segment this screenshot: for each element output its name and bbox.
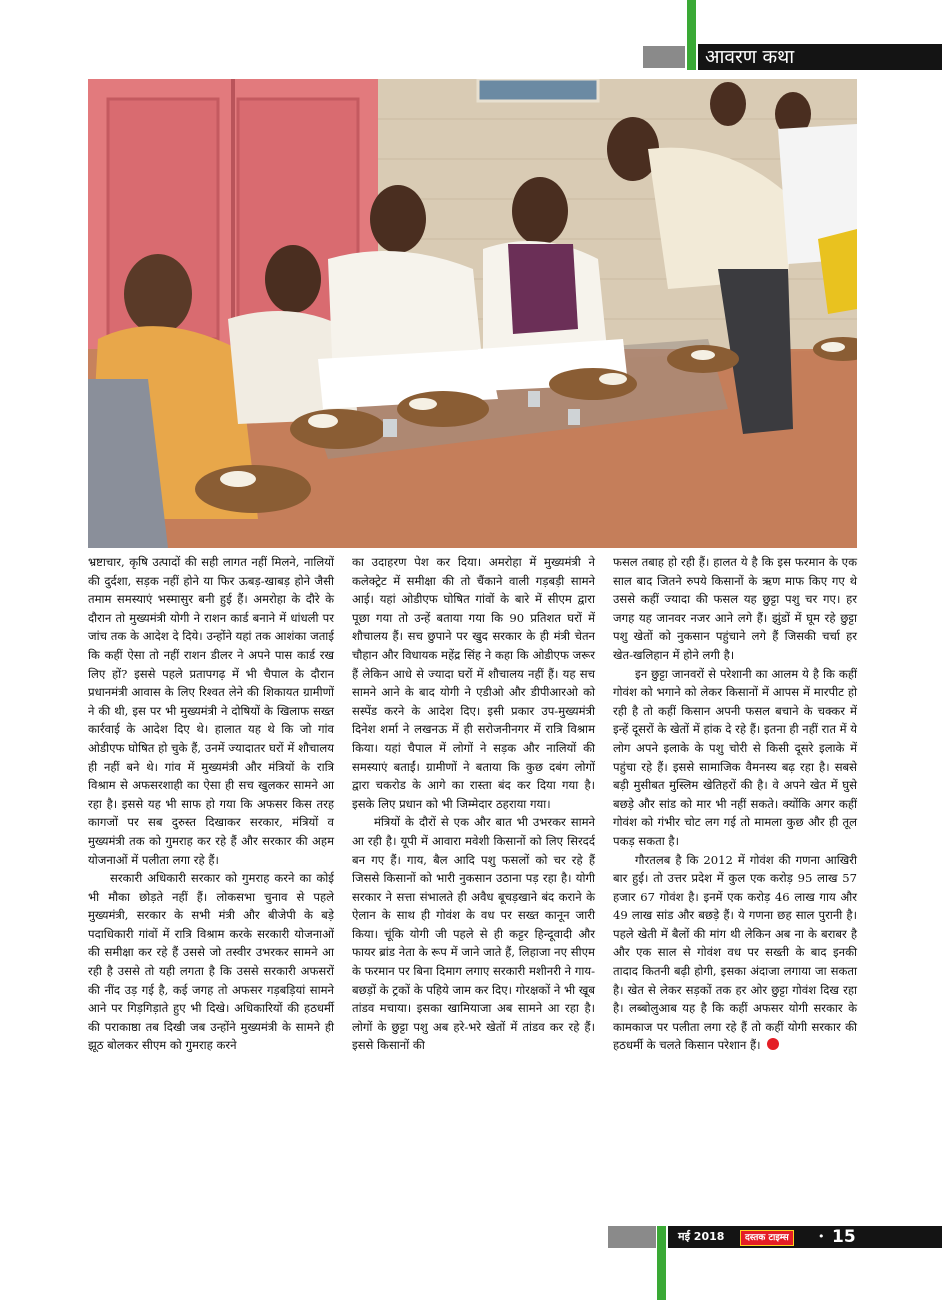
paragraph: सरकारी अधिकारी सरकार को गुमराह करने का कोई भी मौका छोड़ते नहीं हैं। लोकसभा चुनाव से पहले मुख्यमंत्री, सरकार के सभी मंत्री और बीजेपी के बड़े पदाधिकारी गांवों में रात्रि विश्राम करके सरकारी योजनाओं की समीक्षा कर रहे हैं उससे जो तस्वीर उभरकर सामने आ रही है उससे तो यही लगता है कि उससे सरकारी अफसरों की नींद उड़ गई है, कई जगह तो अफसर गड़बड़ियां सामने आने पर गिड़गिड़ाते हुए भी दिखे। अधिकारियों की हठधर्मी की पराकाष्ठा तब दिखी जब उन्होंने मुख्यमंत्री के सामने ही झूठ बोलकर सीएम को गुमराह करने bbox=[88, 871, 334, 1053]
magazine-logo: दस्तक टाइम्स bbox=[740, 1230, 794, 1246]
footer-green-bar bbox=[657, 1226, 666, 1300]
paragraph: मंत्रियों के दौरों से एक और बात भी उभरकर सामने आ रही है। यूपी में आवारा मवेशी किसानों को लिए सिरदर्द बन गए हैं। गाय, बैल आदि पशु फसलों को चर रहे हैं जिससे किसानों को भारी नुकसान उठाना पड़ रहा है। योगी सरकार ने सत्ता संभालते ही अवैध बूचड़खाने बंद कराने के ऐलान के साथ ही गोवंश के वध पर सख्त कानून जारी किया। चूंकि योगी जी पहले से ही कट्टर हिन्दूवादी और फायर ब्रांड नेता के रूप में जाने जाते हैं, लिहाजा नए सीएम के फरमान पर बिना दिमाग लगाए सरकारी मशीनरी ने गाय-बछड़ों के ट्रकों के पहिये जाम कर दिए। गोरक्षकों ने भी खूब तांडव मचाया। इसका खामियाजा अब सामने आ रहा है। लोगों के छुट्टा पशु अब हरे-भरे खेतों में तांडव कर रहे हैं। इससे किसानों की bbox=[352, 815, 595, 1053]
header-grey-block bbox=[643, 46, 685, 68]
footer-separator: • bbox=[818, 1230, 825, 1243]
end-of-article-dot-icon bbox=[767, 1038, 779, 1050]
cover-photo bbox=[88, 79, 857, 548]
section-title: आवरण कथा bbox=[705, 46, 795, 68]
photo-illustration bbox=[88, 79, 857, 548]
article-column-3 bbox=[613, 553, 857, 1055]
paragraph: फसल तबाह हो रही हैं। हालत ये है कि इस फरमान के एक साल बाद जितने रुपये किसानों के ऋण माफ किए गए थे उससे कहीं ज्यादा की फसल यह छुट्टा पशु चर गए। हर जगह यह जानवर नजर आने लगे हैं। झुंडों में घूम रहे छुट्टा पशु खेतों को नुकसान पहुंचाने लगे हैं जिसकी चर्चा हर खेत-खलिहान में होने लगी है। bbox=[613, 555, 857, 662]
header-green-bar bbox=[687, 0, 696, 70]
article-column-1 bbox=[88, 553, 334, 1055]
article-column-2 bbox=[352, 553, 595, 1055]
page-number: 15 bbox=[832, 1227, 856, 1247]
paragraph: का उदाहरण पेश कर दिया। अमरोहा में मुख्यमंत्री ने कलेक्ट्रेट में समीक्षा की तो चैंकाने वाली गड़बड़ी सामने आई। यहां ओडीएफ घोषित गांवों के बारे में सीएम द्वारा पूछा गया तो उन्हें बताया गया कि 90 प्रतिशत घरों में शौचालय हैं। सच छुपाने पर खुद सरकार के ही मंत्री चेतन चौहान और विधायक महेंद्र सिंह ने कहा कि ओडीएफ जरूर हैं लेकिन आधे से ज्यादा घरों में शौचालय नहीं हैं। यह सच सामने आने के बाद योगी ने एडीओ और डीपीआरओ को सस्पेंड करने के आदेश दिए। इसी प्रकार उप-मुख्यमंत्री दिनेश शर्मा ने लखनऊ में ही सरोजनीनगर में रात्रि विश्राम किया। यहां चैपाल में लोगों ने सड़क और नालियों की समस्याएं बताईं। ग्रामीणों ने बताया कि कुछ दबंग लोगों द्वारा चकरोड के आगे का रास्ता बंद कर दिया गया है। इसके लिए प्रधान को भी जिम्मेदार ठहराया गया। bbox=[352, 555, 595, 811]
paragraph: इन छुट्टा जानवरों से परेशानी का आलम ये है कि कहीं गोवंश को भगाने को लेकर किसानों में आपस में मारपीट हो रही है तो कहीं किसान अपनी फसल बचाने के चक्कर में इन्हें दूसरों के खेतों में हांक दे रहे हैं। इतना ही नहीं रात में ये लोग अपने इलाके के पशु चोरी से किसी दूसरे इलाके में पहुंचा रहे हैं। इससे सामाजिक वैमनस्य बढ़ रहा है। सबसे बड़ी मुसीबत मुस्लिम खेतिहरों की है। वे अपने खेत में घुसे बछड़े और सांड को मार भी नहीं सकते। क्योंकि अगर कहीं गोवंश को गंभीर चोट लग गई तो मामला कुछ और ही तूल पकड़ सकता है। bbox=[613, 666, 857, 848]
paragraph: गौरतलब है कि 2012 में गोवंश की गणना आखिरी बार हुई। तो उत्तर प्रदेश में कुल एक करोड़ 95 लाख 57 हजार 67 गोवंश है। इनमें एक करोड़ 46 लाख गाय और 49 लाख सांड और बछड़े हैं। ये गणना छह साल पुरानी है। पहले खेती में बैलों की मांग थी लेकिन अब ना के बराबर है और एक साल से गोवंश वध पर सख्ती के बाद इनकी तादाद कितनी बढ़ी होगी, इसका अंदाजा लगाया जा सकता है। खेत से लेकर सड़कों तक हर ओर छुट्टा गोवंश दिख रहा है। लब्बोलुआब यह है कि कहीं अफसर योगी सरकार के कामकाज पर पलीता लगा रहे हैं तो कहीं योगी सरकार की हठधर्मी के चलते किसान परेशान हैं। bbox=[613, 852, 857, 1053]
footer-grey-block bbox=[608, 1226, 656, 1248]
paragraph: भ्रष्टाचार, कृषि उत्पादों की सही लागत नहीं मिलने, नालियों की दुर्दशा, सड़क नहीं होने या फिर ऊबड़-खाबड़ होने जैसी तमाम समस्याएं भस्मासुर बनी हुई हैं। अमरोहा के दौरे के दौरान तो मुख्यमंत्री योगी ने राशन कार्ड बनाने में धांधली पर जांच तक के आदेश दे दिये। उन्होंने यहां तक आशंका जताई कि कहीं ऐसा तो नहीं राशन डीलर ने अपने पास कार्ड रख लिए हों? इससे पहले प्रतापगढ़ में भी चैपाल के दौरान प्रधानमंत्री आवास के लिए रिश्वत लेने की शिकायत ग्रामीणों ने की थी, इस पर भी मुख्यमंत्री ने दोषियों के खिलाफ सख्त कार्रवाई के आदेश दिए थे। हालात यह थे कि जो गांव ओडीएफ घोषित हो चुके हैं, उनमें ज्यादातर घरों में शौचालय ही नहीं बने थे। गांव में मुख्यमंत्री और मंत्रियों के रात्रि विश्राम से अफसरशाही का ऐसा ही सच खुलकर सामने आ रहा है। इससे यह भी साफ हो गया कि अफसर किस तरह कागजों पर सब दुरुस्त दिखाकर सरकार, मंत्रियों व मुख्यमंत्री तक को गुमराह कर रहे हैं और सरकार की अहम योजनाओं में पलीता लगा रहे हैं। bbox=[88, 555, 334, 867]
issue-month: मई 2018 bbox=[678, 1230, 725, 1243]
